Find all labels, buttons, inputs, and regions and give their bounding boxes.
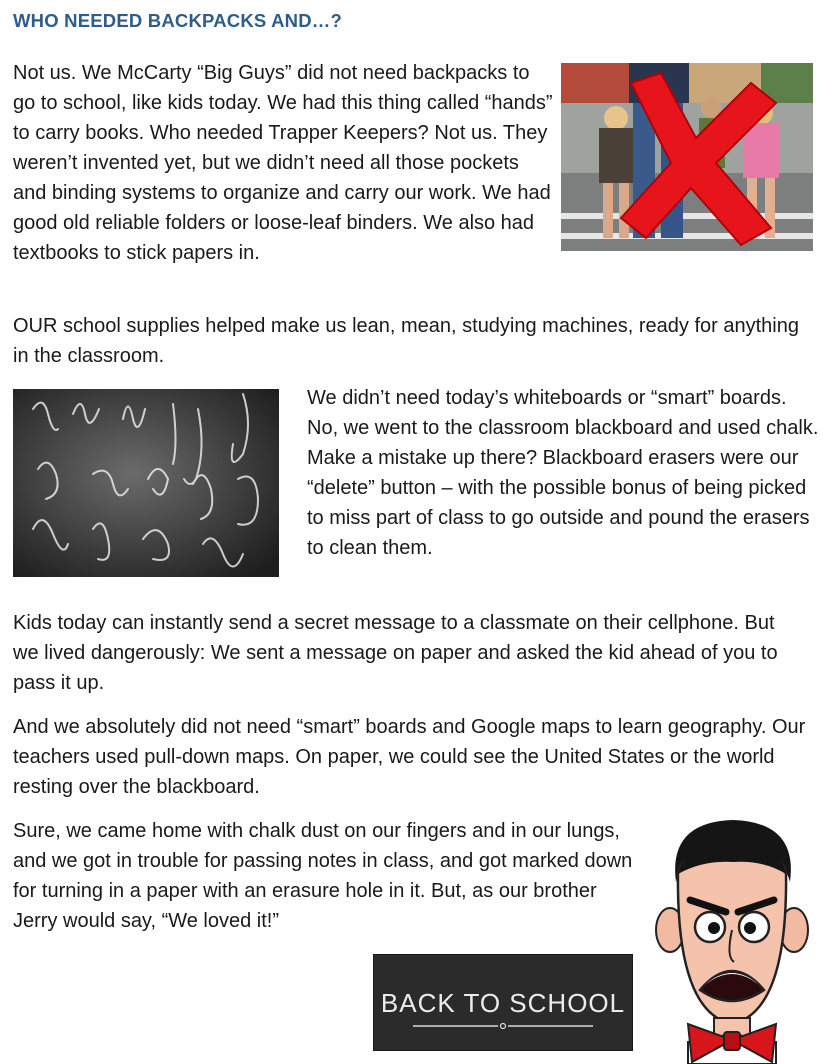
paragraph-backpacks	[13, 58, 813, 268]
cursive-chalkboard-photo	[13, 389, 279, 577]
paragraph-loved-it: Sure, we came home with chalk dust on our fingers and in our lungs, and we got in trouble for passing notes in class, and got marked down for turning in a paper with an erasure hole in it. But, as our brother Jerry would say, “We loved it!”	[13, 820, 633, 932]
paragraph-maps: And we absolutely did not need “smart” boards and Google maps to learn geography. Our teachers used pull-down maps. On paper, we could see the United States or the world resting over the blackboard.	[13, 716, 806, 798]
kids-backpacks-photo	[561, 63, 813, 251]
back-to-school-text: BACK TO SCHOOL	[380, 988, 626, 1018]
paragraph-blackboards-text: We didn’t need today’s whiteboards or “smart” boards. No, we went to the classroom blackboard and used chalk. Make a mistake up there? Blackboard erasers were our “delete” button – with the possible bonus of being picked to miss part of class to go outside and pound the erasers to clean them.	[307, 387, 819, 559]
paragraph-backpacks-text: Not us. We McCarty “Big Guys” did not need backpacks to go to school, like kids today. We had this thing called “hands” to carry books. Who needed Trapper Keepers? Not us. They weren’t invented yet, but we didn’t need all those pockets and binding systems to organize and carry our work. We had good old reliable folders or loose-leaf binders. We also had textbooks to stick papers in.	[13, 62, 553, 264]
angry-man-cartoon	[648, 812, 816, 1064]
page-title: WHO NEEDED BACKPACKS AND…?	[13, 10, 342, 31]
paragraph-secret-messages: Kids today can instantly send a secret message to a classmate on their cellphone. But we lived dangerously: We sent a message on paper and asked the kid ahead of you to pass it up.	[13, 612, 778, 694]
back-to-school-chalkboard-image	[373, 954, 633, 1051]
paragraph-school-supplies: OUR school supplies helped make us lean, mean, studying machines, ready for anything in the classroom.	[13, 315, 799, 367]
paragraph-blackboards	[13, 383, 823, 583]
